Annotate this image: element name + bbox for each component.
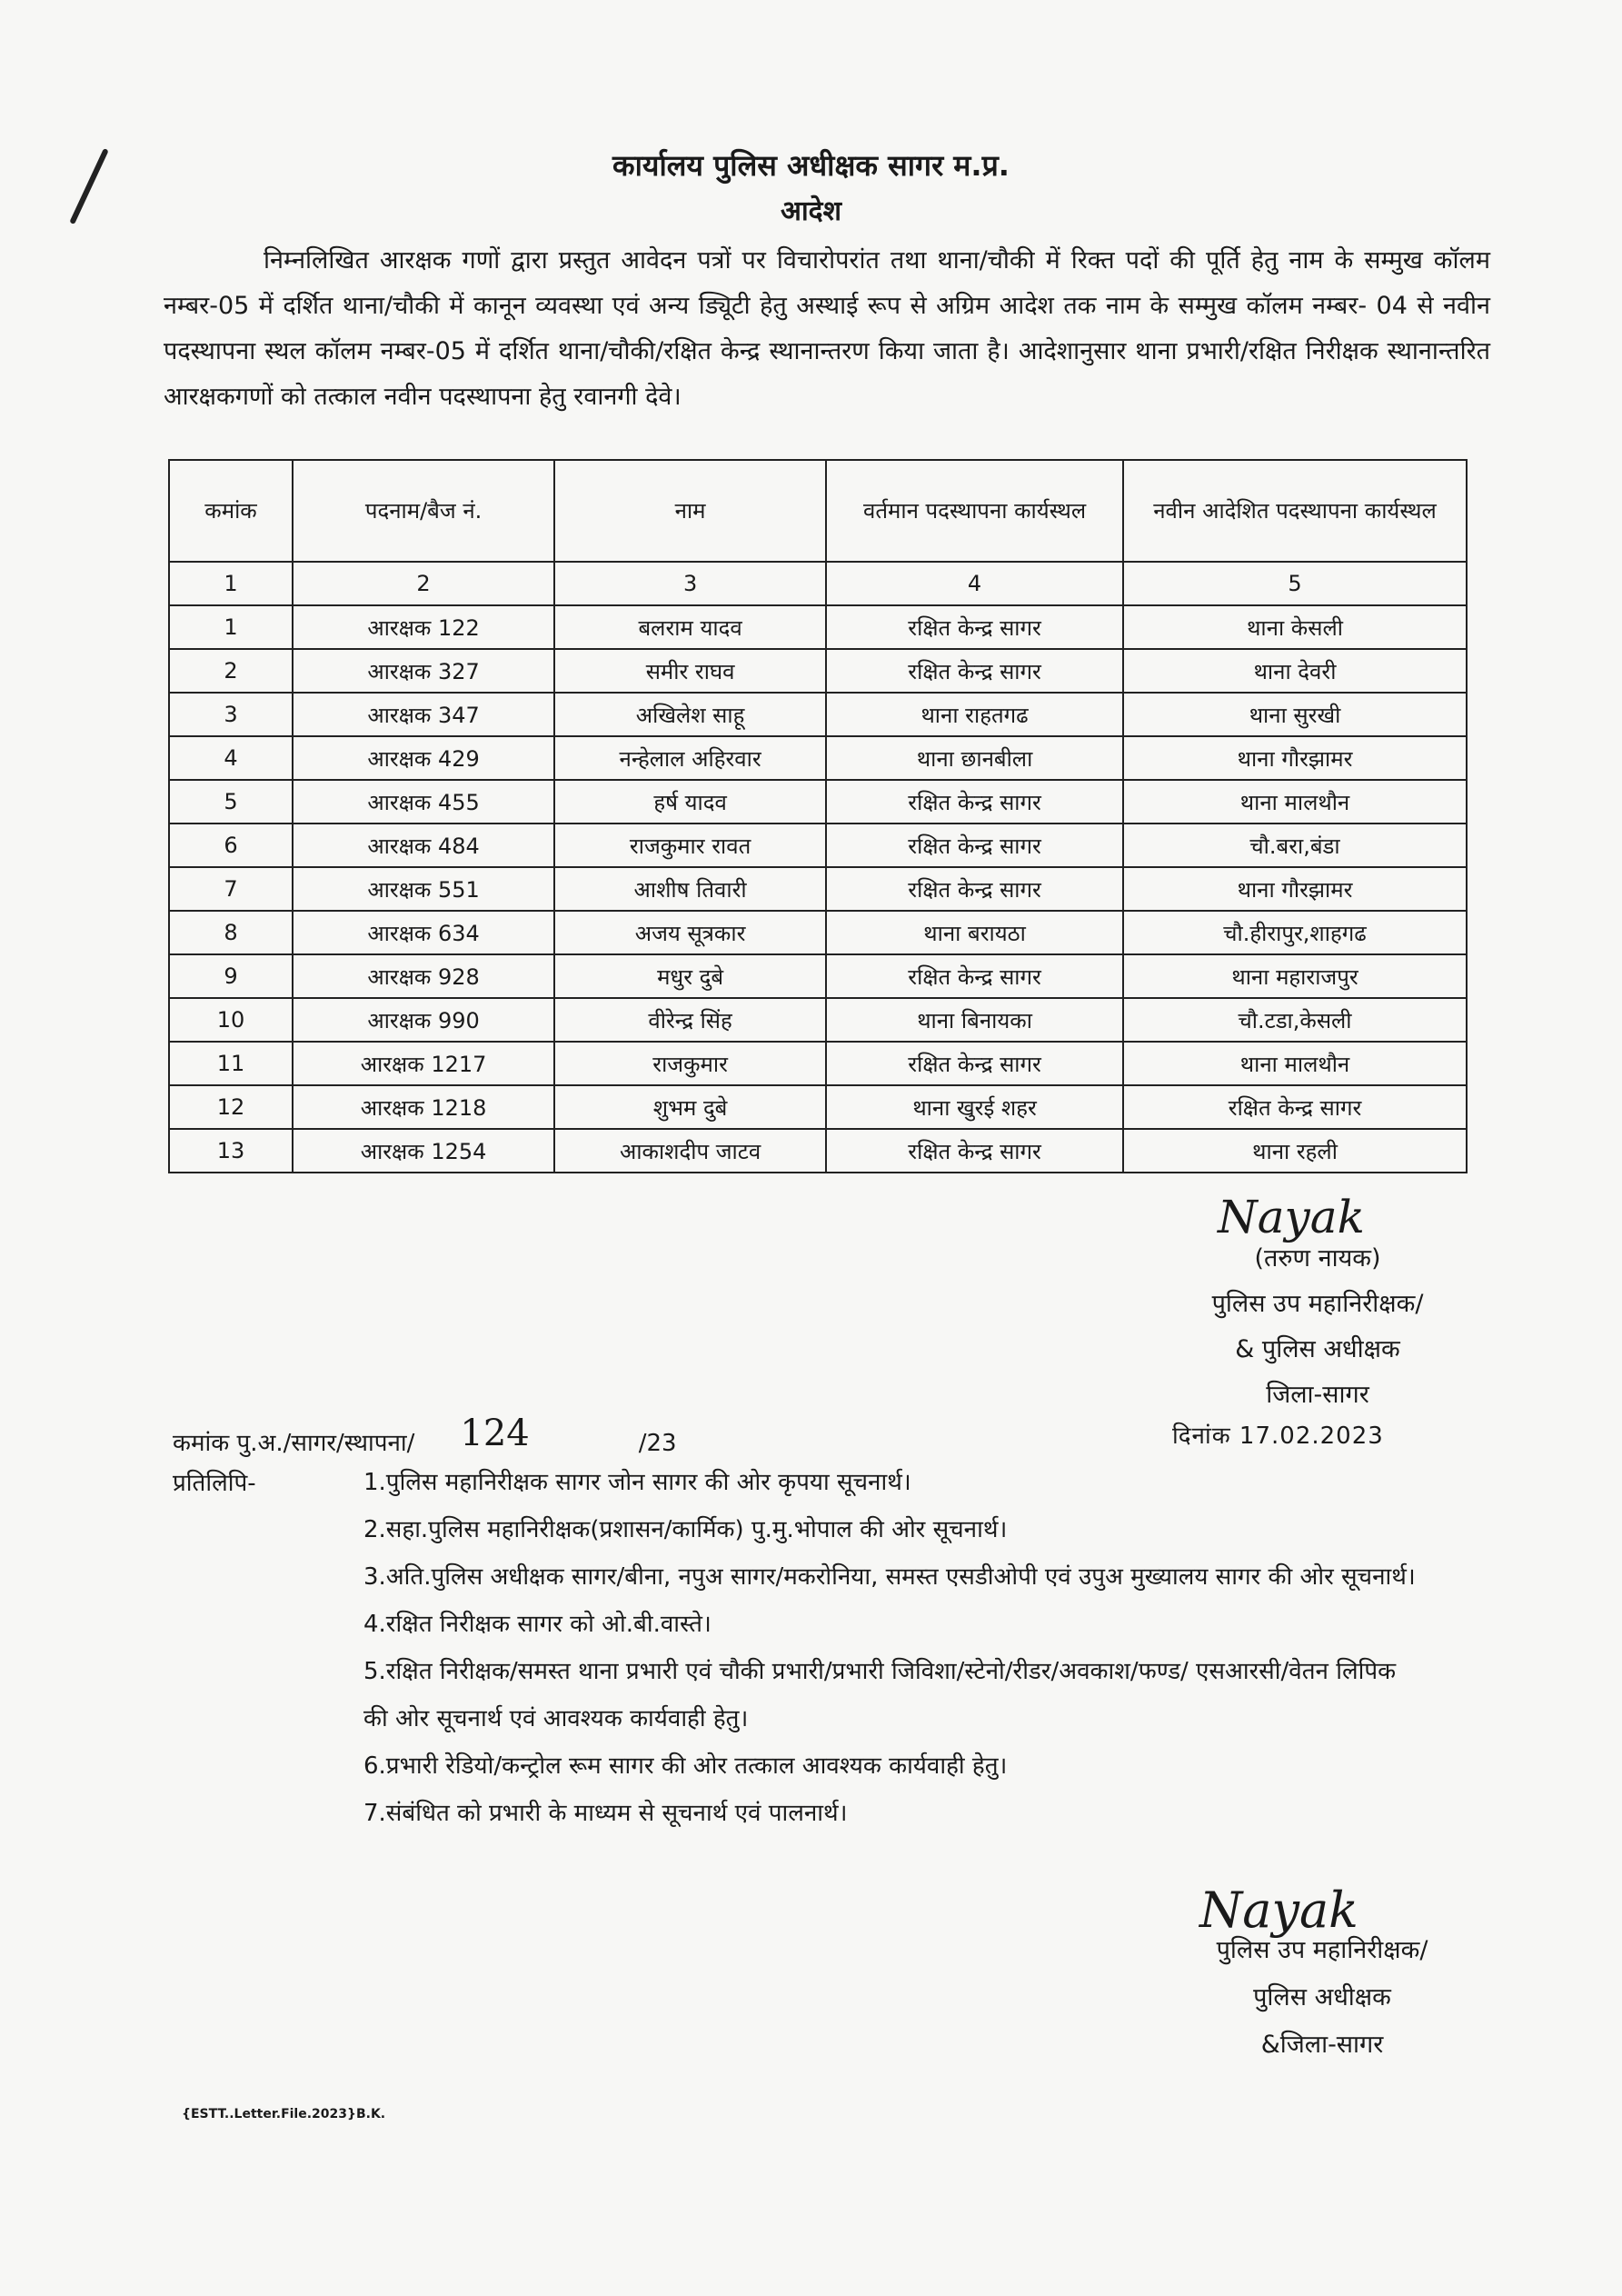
cell-name: बलराम यादव xyxy=(554,605,826,649)
signature-block-1 xyxy=(1145,1236,1490,1418)
cell-serial: 8 xyxy=(169,911,293,954)
cell-designation: आरक्षक 1254 xyxy=(293,1129,554,1173)
signatory-district: जिला-सागर xyxy=(1266,1381,1369,1409)
cell-current-posting: रक्षित केन्द्र सागर xyxy=(826,824,1123,867)
copy-item: 2.सहा.पुलिस महानिरीक्षक(प्रशासन/कार्मिक) पु.मु.भोपाल की ओर सूचनार्थ। xyxy=(363,1516,1008,1543)
cell-designation: आरक्षक 327 xyxy=(293,649,554,693)
cell-current-posting: रक्षित केन्द्र सागर xyxy=(826,1129,1123,1173)
cell-serial: 13 xyxy=(169,1129,293,1173)
cell-current-posting: रक्षित केन्द्र सागर xyxy=(826,867,1123,911)
header-current-posting: वर्तमान पदस्थापना कार्यस्थल xyxy=(826,460,1123,562)
cell-designation: आरक्षक 928 xyxy=(293,954,554,998)
column-number-row xyxy=(169,562,1467,605)
cell-name: समीर राघव xyxy=(554,649,826,693)
cell-new-posting: थाना सुरखी xyxy=(1123,693,1467,736)
reference-prefix: कमांक पु.अ./सागर/स्थापना/ xyxy=(173,1430,415,1457)
copy-item: 1.पुलिस महानिरीक्षक सागर जोन सागर की ओर कृपया सूचनार्थ। xyxy=(363,1469,911,1496)
table-row xyxy=(169,998,1467,1042)
cell-new-posting: थाना मालथौन xyxy=(1123,780,1467,824)
cell-current-posting: थाना बिनायका xyxy=(826,998,1123,1042)
signatory-title-1: पुलिस उप महानिरीक्षक/ xyxy=(1216,1936,1428,1964)
cell-new-posting: थाना रहली xyxy=(1123,1129,1467,1173)
cell-new-posting: थाना गौरझामर xyxy=(1123,867,1467,911)
order-heading: आदेश xyxy=(781,195,841,227)
cell-designation: आरक्षक 429 xyxy=(293,736,554,780)
cell-name: राजकुमार रावत xyxy=(554,824,826,867)
cell-designation: आरक्षक 634 xyxy=(293,911,554,954)
cell-name: आशीष तिवारी xyxy=(554,867,826,911)
cell-name: अजय सूत्रकार xyxy=(554,911,826,954)
column-number: 1 xyxy=(169,562,293,605)
cell-current-posting: थाना राहतगढ xyxy=(826,693,1123,736)
column-number: 3 xyxy=(554,562,826,605)
cell-serial: 3 xyxy=(169,693,293,736)
cell-new-posting: थाना महाराजपुर xyxy=(1123,954,1467,998)
signatory-title-2: & पुलिस अधीक्षक xyxy=(1235,1335,1400,1363)
cell-current-posting: थाना खुरई शहर xyxy=(826,1085,1123,1129)
table-row xyxy=(169,824,1467,867)
cell-name: हर्ष यादव xyxy=(554,780,826,824)
cell-new-posting: थाना केसली xyxy=(1123,605,1467,649)
cell-serial: 10 xyxy=(169,998,293,1042)
cell-serial: 1 xyxy=(169,605,293,649)
signature-1: Nayak xyxy=(1218,1191,1365,1243)
cell-serial: 2 xyxy=(169,649,293,693)
signatory-title-1: पुलिस उप महानिरीक्षक/ xyxy=(1211,1290,1424,1318)
cell-new-posting: थाना देवरी xyxy=(1123,649,1467,693)
reference-number: 124 xyxy=(460,1413,530,1454)
cell-serial: 6 xyxy=(169,824,293,867)
cell-new-posting: रक्षित केन्द्र सागर xyxy=(1123,1085,1467,1129)
cell-current-posting: थाना बरायठा xyxy=(826,911,1123,954)
cell-serial: 9 xyxy=(169,954,293,998)
file-reference-footer: {ESTT..Letter.File.2023}B.K. xyxy=(182,2107,386,2121)
column-number: 5 xyxy=(1123,562,1467,605)
cell-name: मधुर दुबे xyxy=(554,954,826,998)
cell-current-posting: रक्षित केन्द्र सागर xyxy=(826,1042,1123,1085)
cell-name: शुभम दुबे xyxy=(554,1085,826,1129)
header-serial: कमांक xyxy=(169,460,293,562)
copy-item: 4.रक्षित निरीक्षक सागर को ओ.बी.वास्ते। xyxy=(363,1611,711,1638)
cell-new-posting: चौ.टडा,केसली xyxy=(1123,998,1467,1042)
table-row xyxy=(169,1129,1467,1173)
cell-current-posting: रक्षित केन्द्र सागर xyxy=(826,780,1123,824)
signatory-name: (तरुण नायक) xyxy=(1254,1244,1381,1273)
table-header-row xyxy=(169,460,1467,562)
table-row xyxy=(169,693,1467,736)
cell-designation: आरक्षक 1217 xyxy=(293,1042,554,1085)
order-paragraph: निम्नलिखित आरक्षक गणों द्वारा प्रस्तुत आवेदन पत्रों पर विचारोपरांत तथा थाना/चौकी में रिक्त पदों की पूर्ति हेतु नाम के सम्मुख कॉलम नम्बर-05 में दर्शित थाना/चौकी में कानून व्यवस्था एवं अन्य ड्यिूटी हेतु अस्थाई रूप से अग्रिम आदेश तक नाम के सम्मुख कॉलम नम्बर- 04 से नवीन पदस्थापना स्थल कॉलम नम्बर-05 में दर्शित थाना/चौकी/रक्षित केन्द्र स्थानान्तरण किया जाता है। आदेशानुसार थाना प्रभारी/रक्षित निरीक्षक स्थानान्तरित आरक्षकगणों को तत्काल नवीन पदस्थापना हेतु रवानगी देवे। xyxy=(164,246,1490,411)
column-number: 2 xyxy=(293,562,554,605)
signatory-title-2: पुलिस अधीक्षक xyxy=(1253,1983,1391,2011)
table-row xyxy=(169,780,1467,824)
cell-designation: आरक्षक 484 xyxy=(293,824,554,867)
transfer-table xyxy=(168,459,1468,1173)
header-new-posting: नवीन आदेशित पदस्थापना कार्यस्थल xyxy=(1123,460,1467,562)
cell-serial: 7 xyxy=(169,867,293,911)
signature-2: Nayak xyxy=(1199,1882,1358,1939)
cell-serial: 4 xyxy=(169,736,293,780)
cell-designation: आरक्षक 347 xyxy=(293,693,554,736)
cell-name: राजकुमार xyxy=(554,1042,826,1085)
cell-new-posting: चौ.बरा,बंडा xyxy=(1123,824,1467,867)
reference-suffix: /23 xyxy=(638,1430,677,1457)
column-number: 4 xyxy=(826,562,1123,605)
cell-designation: आरक्षक 1218 xyxy=(293,1085,554,1129)
cell-serial: 12 xyxy=(169,1085,293,1129)
office-heading: कार्यालय पुलिस अधीक्षक सागर म.प्र. xyxy=(612,148,1010,183)
table-row xyxy=(169,954,1467,998)
cell-designation: आरक्षक 551 xyxy=(293,867,554,911)
cell-designation: आरक्षक 455 xyxy=(293,780,554,824)
header-name: नाम xyxy=(554,460,826,562)
copy-to-label: प्रतिलिपि- xyxy=(173,1470,256,1497)
cell-current-posting: रक्षित केन्द्र सागर xyxy=(826,649,1123,693)
cell-serial: 11 xyxy=(169,1042,293,1085)
table-row xyxy=(169,649,1467,693)
reference-line xyxy=(173,1413,677,1460)
cell-serial: 5 xyxy=(169,780,293,824)
cell-name: वीरेन्द्र सिंह xyxy=(554,998,826,1042)
copy-item: 6.प्रभारी रेडियो/कन्ट्रोल रूम सागर की ओर तत्काल आवश्यक कार्यवाही हेतु। xyxy=(363,1752,1008,1780)
header-designation: पदनाम/बैज नं. xyxy=(293,460,554,562)
table-row xyxy=(169,605,1467,649)
table-row xyxy=(169,911,1467,954)
cell-name: नन्हेलाल अहिरवार xyxy=(554,736,826,780)
copy-item: 5.रक्षित निरीक्षक/समस्त थाना प्रभारी एवं चौकी प्रभारी/प्रभारी जिविशा/स्टेनो/रीडर/अवकाश/फण्ड/ एसआरसी/वेतन लिपिक की ओर सूचनार्थ एवं आवश्यक कार्यवाही हेतु। xyxy=(363,1658,1397,1732)
signatory-district: &जिला-सागर xyxy=(1260,2031,1384,2059)
copy-item: 3.अति.पुलिस अधीक्षक सागर/बीना, नपुअ सागर/मकरोनिया, समस्त एसडीओपी एवं उपुअ मुख्यालय सागर की ओर सूचनार्थ। xyxy=(363,1563,1416,1591)
table-row xyxy=(169,867,1467,911)
table-row xyxy=(169,1085,1467,1129)
table-row xyxy=(169,1042,1467,1085)
cell-designation: आरक्षक 990 xyxy=(293,998,554,1042)
cell-current-posting: रक्षित केन्द्र सागर xyxy=(826,954,1123,998)
table-row xyxy=(169,736,1467,780)
cell-new-posting: चौ.हीरापुर,शाहगढ xyxy=(1123,911,1467,954)
signature-block-2 xyxy=(1168,1927,1477,2069)
order-date: दिनांक 17.02.2023 xyxy=(1172,1423,1384,1450)
cell-new-posting: थाना गौरझामर xyxy=(1123,736,1467,780)
cell-designation: आरक्षक 122 xyxy=(293,605,554,649)
cell-name: अखिलेश साहू xyxy=(554,693,826,736)
cell-name: आकाशदीप जाटव xyxy=(554,1129,826,1173)
copy-to-list xyxy=(363,1459,1418,1837)
cell-new-posting: थाना मालथौन xyxy=(1123,1042,1467,1085)
copy-item: 7.संबंधित को प्रभारी के माध्यम से सूचनार्थ एवं पालनार्थ। xyxy=(363,1800,848,1827)
cell-current-posting: थाना छानबीला xyxy=(826,736,1123,780)
cell-current-posting: रक्षित केन्द्र सागर xyxy=(826,605,1123,649)
